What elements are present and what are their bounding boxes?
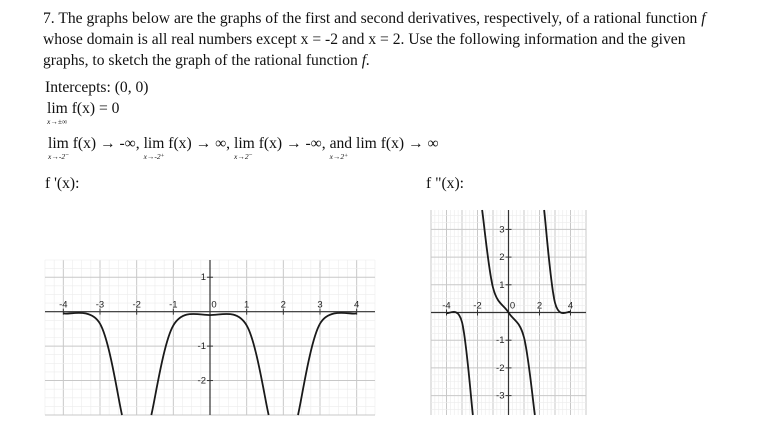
y-tick-label: 1 [200, 272, 206, 284]
first-derivative-graph [40, 255, 380, 420]
lim-expr-4: f(x) → ∞ [380, 135, 439, 152]
intercepts: Intercepts: (0, 0) [45, 79, 149, 96]
x-tick-label: 1 [244, 299, 250, 311]
lim-expr-3: f(x) → -∞, [258, 135, 326, 152]
lim-sub-2: x→-2⁺ [143, 152, 165, 161]
limits-row [48, 135, 439, 161]
second-derivative-graph [426, 205, 591, 420]
problem-statement [43, 8, 733, 71]
y-tick-label: -2 [197, 375, 206, 387]
problem-number: 7. [43, 10, 55, 27]
lim-block-1 [48, 135, 70, 161]
lim-word-4: and lim [329, 135, 377, 152]
curve-branch-3 [298, 313, 357, 415]
lim-sub-1: x→-2⁻ [48, 152, 70, 161]
x-tick-label: 0 [211, 299, 217, 311]
y-tick-label: 1 [499, 279, 505, 291]
y-tick-label: -2 [496, 362, 505, 374]
x-tick-label: 2 [280, 299, 286, 311]
x-tick-label: -2 [473, 300, 482, 312]
x-tick-label: -3 [95, 299, 105, 311]
limit-infinity [47, 100, 120, 126]
x-tick-label: 0 [509, 300, 516, 312]
lim-sub-4: x→2⁺ [329, 152, 349, 161]
y-tick-label: -1 [197, 341, 206, 353]
lim-block [47, 100, 68, 126]
lim-block-2 [143, 135, 165, 161]
lim-word-3: lim [233, 135, 255, 152]
x-tick-label: 4 [354, 299, 360, 311]
curve-branch-1 [63, 313, 122, 415]
x-tick-label: -4 [59, 299, 68, 311]
lim-word-1: lim [48, 135, 69, 152]
y-tick-label: 2 [499, 252, 505, 264]
lim-word: lim [47, 100, 68, 117]
x-tick-label: -2 [132, 299, 141, 311]
lim-expr-1: f(x) → -∞, [72, 135, 140, 152]
second-derivative-label: f "(x): [426, 175, 464, 192]
problem-text-a: The graphs below are the graphs of the first and second derivatives, respectively, of a rational function [58, 10, 698, 27]
lim-block-3 [233, 135, 255, 161]
y-tick-label: -1 [496, 335, 505, 347]
function-name-end: f. [361, 52, 370, 69]
first-derivative-label: f '(x): [45, 175, 80, 192]
y-tick-label: -3 [496, 390, 505, 402]
lim-sub-3: x→2⁻ [233, 152, 253, 161]
function-name: f [701, 10, 706, 27]
lim-block-4 [329, 135, 377, 161]
lim-sub: x→±∞ [47, 117, 68, 126]
lim-word-2: lim [143, 135, 165, 152]
lim-expr-2: f(x) → ∞, [168, 135, 231, 152]
x-tick-label: -4 [442, 300, 451, 312]
x-tick-label: 4 [567, 300, 574, 312]
problem-text-b: whose domain is all real numbers except x = -2 and x = 2. Use the following information and the given graphs, to sketch the graph of the rational function [43, 31, 686, 69]
x-tick-label: -1 [169, 299, 178, 311]
x-tick-label: 3 [317, 299, 323, 311]
x-tick-label: 2 [536, 300, 543, 312]
lim-expr: f(x) = 0 [71, 100, 120, 117]
y-tick-label: 3 [499, 224, 505, 236]
